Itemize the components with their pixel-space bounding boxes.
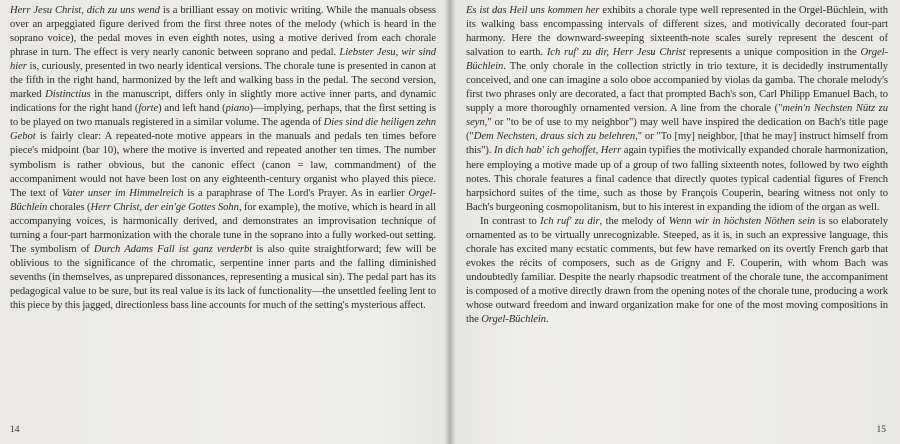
text-run: ," or "To [my] neighbor, [that he may] instruct himself from this"). [466, 131, 889, 157]
italic-title-run: Ich ruf' zu dir, Herr Jesu Christ [546, 47, 686, 59]
italic-title-run: Ich ruf' zu dir [540, 215, 600, 227]
text-run: exhibits a chorale type well represented in the Orgel-Büchlein, with its walking bass encompassing intervals of different sizes, and motivically decorated four-part harmony. Here the downward-sweeping sixteenth-note scales surely represent the descent of salvation to earth. [466, 5, 889, 59]
text-run: again typifies the motivically expanded chorale harmonization, here employing a motive made up of a group of two falling sixteenth notes, followed by two eighth notes. This chorale features a final cadence that directly quotes typical cadential figures of French harpsichord suites of the time, such as those by François Couperin, bearing witness not only to Bach's burgeoning cosmopolitanism, but to his interest in expanding the idiom of the organ as well. [466, 145, 888, 213]
paragraph [466, 4, 888, 215]
text-run: in the manuscript, differs only in slightly more active inner parts, and dynamic indications for the right hand ( [10, 89, 436, 115]
text-run: is fairly clear: A repeated-note motive appears in the manuals and pedals ten times before piece's midpoint (bar 10), where the motive is inverted and repeated another ten times. The number symbolism is rather obvious, but the canonic effect (canon = law, commandment) of the accompaniment would not have been lost on any eighteenth-century organist who played this piece. The text of [10, 131, 436, 199]
paragraph [466, 215, 888, 327]
italic-title-run: Herr Jesu Christ, dich zu uns wend [10, 5, 160, 16]
paragraph [10, 4, 436, 313]
text-run: . [546, 314, 549, 326]
italic-title-run: Es ist das Heil uns kommen her [466, 5, 600, 16]
right-page [450, 0, 900, 444]
italic-title-run: Liebster Jesu, wir sind hier [10, 47, 436, 73]
text-run: ," or "to be of use to my neighbor") may well have inspired the dedication on Bach's title page (" [466, 117, 888, 143]
italic-title-run: Herr Christ, der ein'ge Gottes Sohn [90, 201, 239, 213]
italic-title-run: Vater unser im Himmelreich [62, 187, 184, 199]
text-run: is, curiously, presented in two nearly identical versions. The chorale tune is presented in canon at the fifth in the right hand, harmonized by the left and walking bass in the pedal. The second version, marked [10, 61, 436, 101]
italic-title-run: mein'n Nechsten Nütz zu seyn [466, 103, 888, 129]
text-run: is a paraphrase of The Lord's Prayer. As in earlier [183, 187, 409, 199]
text-run: ) and left hand ( [158, 103, 226, 115]
text-run: is also quite straightforward; few will be oblivious to the significance of the chromatic, serpentine inner parts and the falling diminished sevenths (in themselves, as unprepared dissonances, representing a musical sin). The pedal part has its pedagogical value to be sure, but its real value is its lack of functionality—the unsettled feeling lent to this piece by this jagged, directionless bass line accounts for much of the setting's mysterious affect. [10, 243, 436, 311]
italic-title-run: Dem Nechsten, draus sich zu belehren [473, 131, 636, 143]
italic-title-run: Orgel-Büchlein [481, 314, 547, 326]
italic-title-run: Distinctius [45, 89, 91, 101]
page-number: 14 [10, 425, 20, 435]
text-run: represents a unique composition in the [685, 47, 861, 59]
text-run: . The only chorale in the collection strictly in trio texture, it is decidedly instrumentally conceived, and one can imagine a solo oboe accompanied by violas da gamba. The chorale melody's first two phrases only are decorated, a fact that prompted Bach's son, Carl Philipp Emanuel Bach, to supply a more thoroughly ornamented version. A line from the chorale (" [466, 61, 888, 115]
italic-title-run: Wenn wir in höchsten Nöthen sein [668, 215, 816, 227]
text-run: chorales ( [47, 201, 91, 213]
page-number: 15 [876, 425, 886, 435]
text-run: is so elaborately ornamented as to be virtually unrecognizable. Steeped, as it is, in such an expressive language, this chorale has excited many ecstatic comments, but few have remarked on its overtly French garb that evokes the récits of composers, such as de Grigny and F. Couperin, with whom Bach was undoubtedly familiar. Despite the nearly rhapsodic treatment of the chorale tune, the accompaniment is composed of a motive directly drawn from the opening notes of the chorale tune, producing a work whose outward freedom and inward organization make for one of the most moving compositions in the [466, 215, 888, 326]
italic-title-run: Durch Adams Fall ist ganz verderbt [93, 243, 253, 255]
italic-title-run: In dich hab' ich gehoffet, Herr [494, 145, 622, 157]
italic-title-run: forte [138, 103, 159, 115]
italic-title-run: Orgel-Büchlein [10, 187, 436, 213]
text-run: In contrast to [480, 215, 541, 227]
text-run: is a brilliant essay on motivic writing. While the manuals obsess over an arpeggiated figure derived from the first three notes of the melody (which is heard in the soprano voice), the pedal moves in even eighth notes, using a motive derived from each chorale phrase in turn. The effect is very nearly canonic between soprano and pedal. [10, 5, 436, 59]
italic-title-run: piano [225, 103, 250, 115]
italic-title-run: Dies sind die heiligen zehn Gebot [10, 117, 436, 143]
text-run: , the melody of [599, 215, 669, 227]
text-run: , for example), the motive, which is heard in all accompanying voices, is harmonically derived, and demonstrates an improvisation technique of turning a four-part harmonization with the chorale tune in the soprano into a fully worked-out setting. The symbolism of [10, 201, 436, 255]
text-run: )—implying, perhaps, that the first setting is to be played on two manuals registered in a similar volume. The agenda of [10, 103, 436, 129]
italic-title-run: Orgel-Büchlein [466, 47, 888, 73]
